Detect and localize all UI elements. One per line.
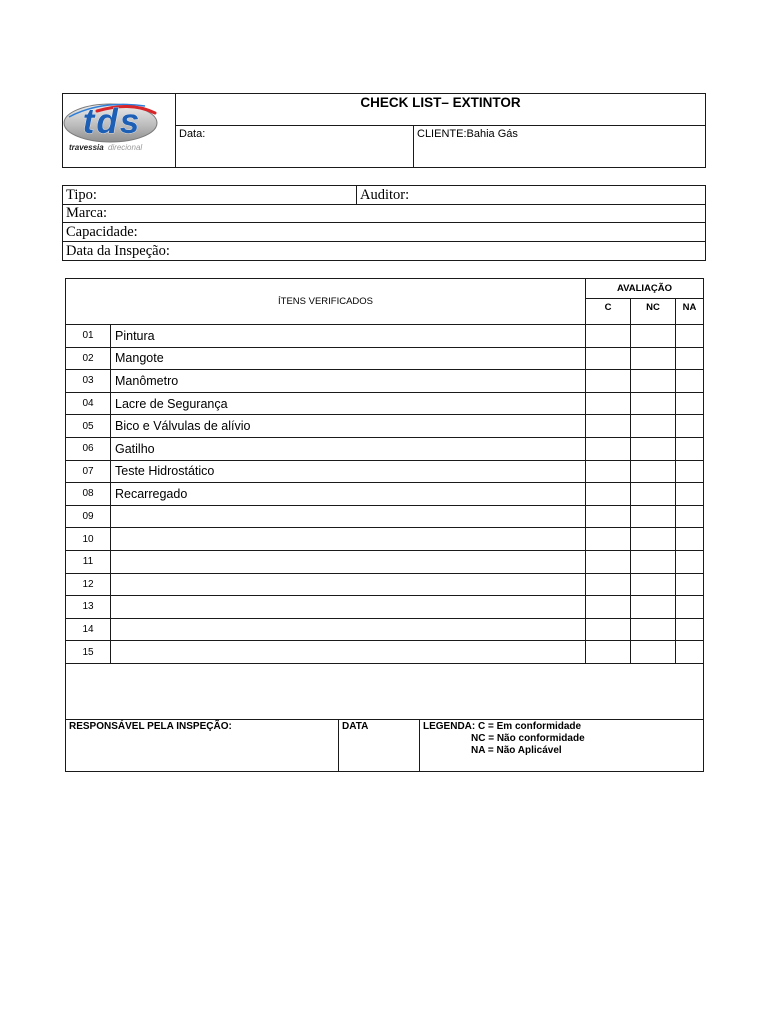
item-number: 06 bbox=[66, 437, 111, 460]
check-cell-nc bbox=[631, 415, 676, 438]
logo-tagline bbox=[69, 143, 142, 152]
check-cell-c bbox=[586, 573, 631, 596]
check-cell-c bbox=[586, 415, 631, 438]
check-cell-c bbox=[586, 370, 631, 393]
logo-tagline-secondary: direcional bbox=[107, 143, 143, 152]
check-cell-c bbox=[586, 641, 631, 664]
logo-cell bbox=[63, 94, 176, 168]
company-logo bbox=[63, 94, 175, 167]
check-cell-c bbox=[586, 596, 631, 619]
check-cell-c bbox=[586, 460, 631, 483]
table-row bbox=[66, 596, 704, 619]
table-row bbox=[66, 415, 704, 438]
item-number: 05 bbox=[66, 415, 111, 438]
item-number: 02 bbox=[66, 347, 111, 370]
item-name: Recarregado bbox=[111, 483, 586, 506]
inspection-date-field: Data da Inspeção: bbox=[63, 242, 706, 261]
item-name: Lacre de Segurança bbox=[111, 392, 586, 415]
item-name: Bico e Válvulas de alívio bbox=[111, 415, 586, 438]
logo-mark: tds bbox=[82, 102, 142, 141]
check-cell-nc bbox=[631, 550, 676, 573]
column-na-header: NA bbox=[676, 299, 704, 325]
check-cell-na bbox=[676, 505, 704, 528]
legend-line-na: NA = Não Aplicável bbox=[471, 744, 562, 756]
brand-field: Marca: bbox=[63, 205, 706, 223]
check-cell-na bbox=[676, 596, 704, 619]
check-cell-na bbox=[676, 437, 704, 460]
check-cell-na bbox=[676, 618, 704, 641]
check-cell-na bbox=[676, 392, 704, 415]
column-nc-header: NC bbox=[631, 299, 676, 325]
check-cell-nc bbox=[631, 437, 676, 460]
check-cell-na bbox=[676, 370, 704, 393]
check-cell-nc bbox=[631, 596, 676, 619]
table-row bbox=[66, 550, 704, 573]
table-row bbox=[66, 460, 704, 483]
legend-line-nc: NC = Não conformidade bbox=[471, 732, 585, 744]
check-cell-nc bbox=[631, 641, 676, 664]
item-number: 11 bbox=[66, 550, 111, 573]
evaluation-header: AVALIAÇÃO bbox=[586, 279, 704, 299]
check-cell-nc bbox=[631, 528, 676, 551]
item-name bbox=[111, 573, 586, 596]
auditor-field: Auditor: bbox=[357, 186, 706, 205]
item-number: 14 bbox=[66, 618, 111, 641]
item-number: 12 bbox=[66, 573, 111, 596]
legend-line-c: LEGENDA: C = Em conformidade bbox=[423, 720, 582, 732]
item-number: 07 bbox=[66, 460, 111, 483]
table-row bbox=[66, 618, 704, 641]
client-field: CLIENTE:Bahia Gás bbox=[414, 126, 706, 168]
item-name: Pintura bbox=[111, 325, 586, 348]
item-number: 15 bbox=[66, 641, 111, 664]
check-cell-na bbox=[676, 550, 704, 573]
check-cell-na bbox=[676, 573, 704, 596]
table-row bbox=[66, 641, 704, 664]
header-box bbox=[62, 93, 706, 168]
check-cell-nc bbox=[631, 573, 676, 596]
item-number: 04 bbox=[66, 392, 111, 415]
item-name bbox=[111, 641, 586, 664]
check-cell-na bbox=[676, 325, 704, 348]
item-name bbox=[111, 505, 586, 528]
extinguisher-info-box bbox=[62, 185, 706, 261]
type-field: Tipo: bbox=[63, 186, 357, 205]
check-cell-c bbox=[586, 483, 631, 506]
check-cell-c bbox=[586, 392, 631, 415]
check-cell-c bbox=[586, 550, 631, 573]
table-row bbox=[66, 483, 704, 506]
item-number: 01 bbox=[66, 325, 111, 348]
item-name: Gatilho bbox=[111, 437, 586, 460]
check-cell-nc bbox=[631, 347, 676, 370]
capacity-field: Capacidade: bbox=[63, 223, 706, 242]
check-cell-c bbox=[586, 505, 631, 528]
item-name bbox=[111, 596, 586, 619]
table-row bbox=[66, 573, 704, 596]
check-cell-c bbox=[586, 347, 631, 370]
table-row bbox=[66, 347, 704, 370]
item-number: 09 bbox=[66, 505, 111, 528]
table-row bbox=[66, 505, 704, 528]
table-row bbox=[66, 325, 704, 348]
item-name: Mangote bbox=[111, 347, 586, 370]
check-cell-na bbox=[676, 528, 704, 551]
check-cell-c bbox=[586, 528, 631, 551]
check-cell-nc bbox=[631, 460, 676, 483]
logo-tagline-primary: travessia bbox=[69, 143, 104, 152]
item-name: Teste Hidrostático bbox=[111, 460, 586, 483]
check-cell-na bbox=[676, 415, 704, 438]
inspection-items-table bbox=[65, 278, 704, 772]
page-title: CHECK LIST– EXTINTOR bbox=[176, 94, 706, 126]
check-cell-na bbox=[676, 347, 704, 370]
table-row bbox=[66, 528, 704, 551]
check-cell-nc bbox=[631, 392, 676, 415]
responsible-field: RESPONSÁVEL PELA INSPEÇÃO: bbox=[66, 719, 339, 771]
item-number: 08 bbox=[66, 483, 111, 506]
column-c-header: C bbox=[586, 299, 631, 325]
item-number: 13 bbox=[66, 596, 111, 619]
check-cell-na bbox=[676, 483, 704, 506]
legend bbox=[420, 719, 704, 771]
check-cell-nc bbox=[631, 325, 676, 348]
check-cell-nc bbox=[631, 618, 676, 641]
item-name bbox=[111, 618, 586, 641]
check-cell-c bbox=[586, 325, 631, 348]
check-cell-c bbox=[586, 618, 631, 641]
footer-date-field: DATA bbox=[339, 719, 420, 771]
check-cell-c bbox=[586, 437, 631, 460]
item-number: 03 bbox=[66, 370, 111, 393]
table-row bbox=[66, 370, 704, 393]
check-cell-nc bbox=[631, 505, 676, 528]
items-header: ÍTENS VERIFICADOS bbox=[66, 279, 586, 325]
check-cell-na bbox=[676, 460, 704, 483]
item-name bbox=[111, 550, 586, 573]
check-cell-nc bbox=[631, 483, 676, 506]
table-row bbox=[66, 437, 704, 460]
date-field: Data: bbox=[176, 126, 414, 168]
table-row bbox=[66, 392, 704, 415]
item-number: 10 bbox=[66, 528, 111, 551]
check-cell-nc bbox=[631, 370, 676, 393]
item-name bbox=[111, 528, 586, 551]
notes-area bbox=[66, 663, 704, 719]
item-name: Manômetro bbox=[111, 370, 586, 393]
check-cell-na bbox=[676, 641, 704, 664]
